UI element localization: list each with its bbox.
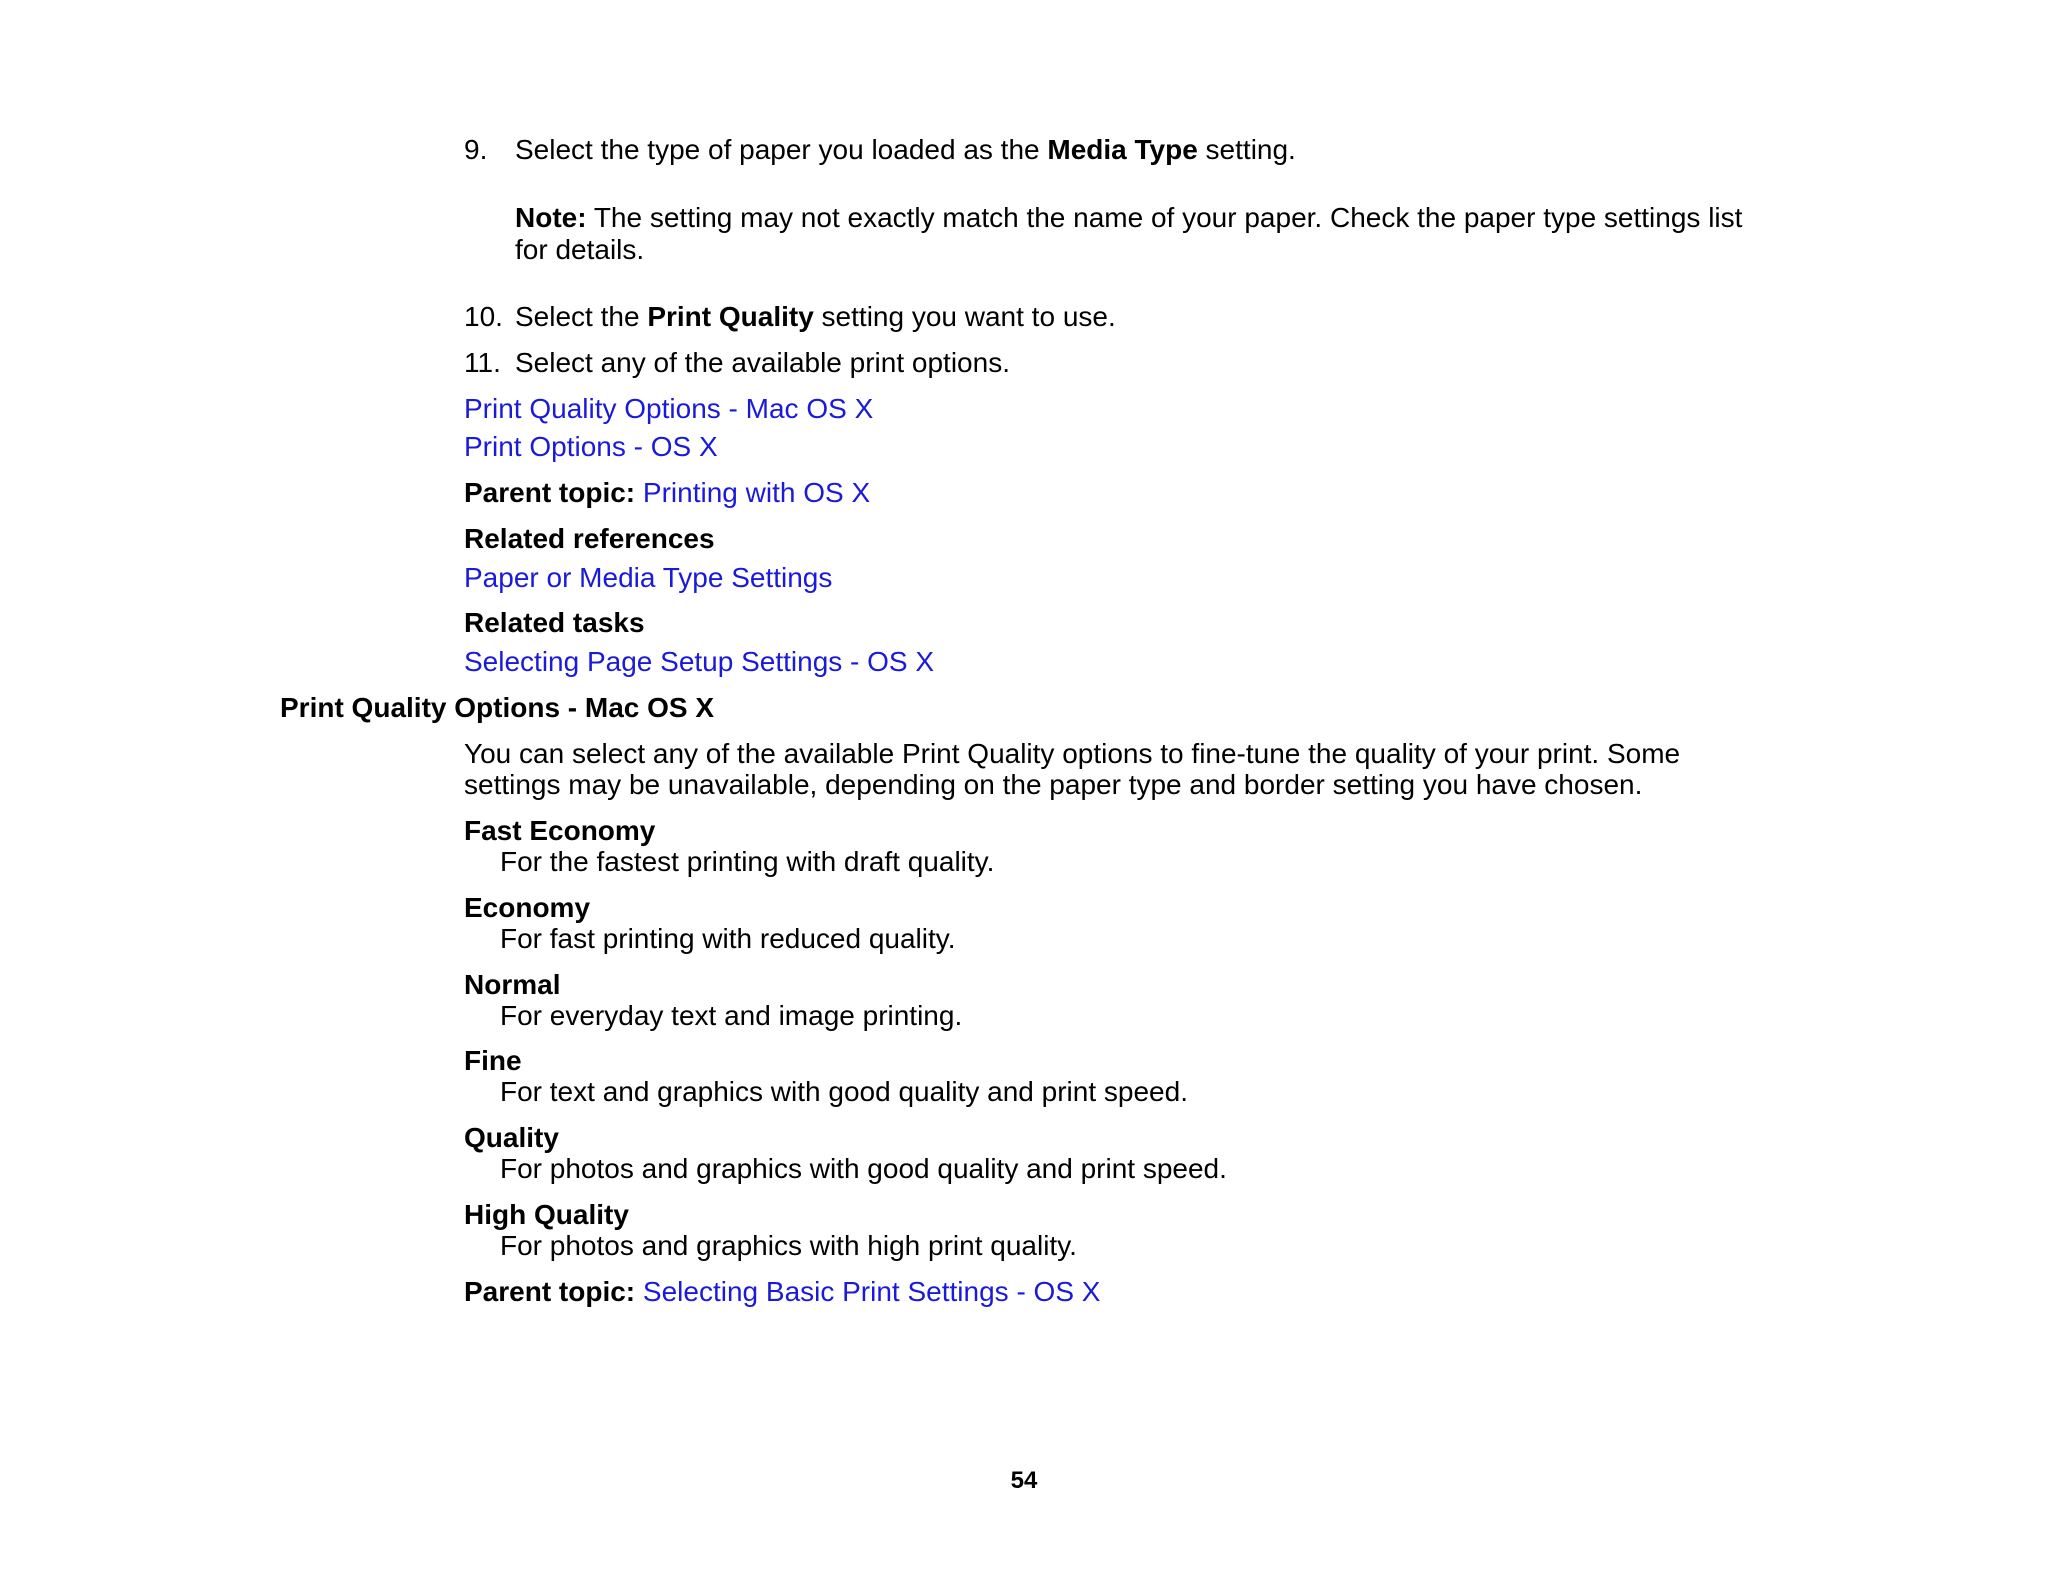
note-text-line2: for details. — [515, 234, 645, 265]
link-print-quality-options[interactable]: Print Quality Options - Mac OS X — [464, 393, 874, 424]
option-desc: For everyday text and image printing. — [500, 1000, 963, 1031]
link-printing-with-os-x[interactable]: Printing with OS X — [642, 477, 871, 508]
parent-topic — [464, 1276, 1100, 1308]
page-number: 54 — [1010, 1467, 1038, 1494]
option-term: Fast Economy — [464, 815, 656, 846]
option-term: Economy — [464, 892, 591, 923]
option-term: Quality — [464, 1122, 559, 1153]
related-tasks-heading: Related tasks — [464, 607, 645, 638]
option-term: High Quality — [464, 1199, 629, 1230]
section-intro-line1: You can select any of the available Print Quality options to fine-tune the quality of your print. Some — [464, 738, 1681, 769]
option-desc: For text and graphics with good quality and print speed. — [500, 1076, 1188, 1107]
step-text: Select the type of paper you loaded as the Media Type setting. — [515, 134, 1296, 165]
link-print-options[interactable]: Print Options - OS X — [464, 431, 718, 462]
note-label: Note: — [515, 202, 587, 233]
step-text: Select any of the available print options. — [515, 347, 1010, 378]
option-desc: For photos and graphics with good quality and print speed. — [500, 1153, 1227, 1184]
link-paper-media-type-settings[interactable]: Paper or Media Type Settings — [464, 562, 833, 593]
link-selecting-basic-print-settings[interactable]: Selecting Basic Print Settings - OS X — [642, 1276, 1101, 1307]
step-number: 9. — [464, 134, 488, 165]
step-number: 10. — [464, 301, 503, 332]
section-intro-line2: settings may be unavailable, depending on the paper type and border setting you have chosen. — [464, 769, 1643, 800]
media-type-term: Media Type — [1047, 134, 1198, 165]
parent-topic — [464, 477, 870, 509]
parent-topic-label: Parent topic: — [464, 1276, 636, 1307]
link-selecting-page-setup-settings[interactable]: Selecting Page Setup Settings - OS X — [464, 646, 935, 677]
option-desc: For fast printing with reduced quality. — [500, 923, 956, 954]
step-number: 11. — [464, 347, 501, 378]
option-desc: For the fastest printing with draft quality. — [500, 846, 995, 877]
step-text: Select the Print Quality setting you want to use. — [515, 301, 1116, 332]
option-desc: For photos and graphics with high print quality. — [500, 1230, 1077, 1261]
note-text-line1: The setting may not exactly match the name of your paper. Check the paper type settings list — [586, 202, 1743, 233]
print-quality-term: Print Quality — [647, 301, 814, 332]
option-term: Normal — [464, 969, 561, 1000]
option-term: Fine — [464, 1045, 522, 1076]
related-references-heading: Related references — [464, 523, 715, 554]
parent-topic-label: Parent topic: — [464, 477, 636, 508]
section-title: Print Quality Options - Mac OS X — [280, 692, 715, 723]
